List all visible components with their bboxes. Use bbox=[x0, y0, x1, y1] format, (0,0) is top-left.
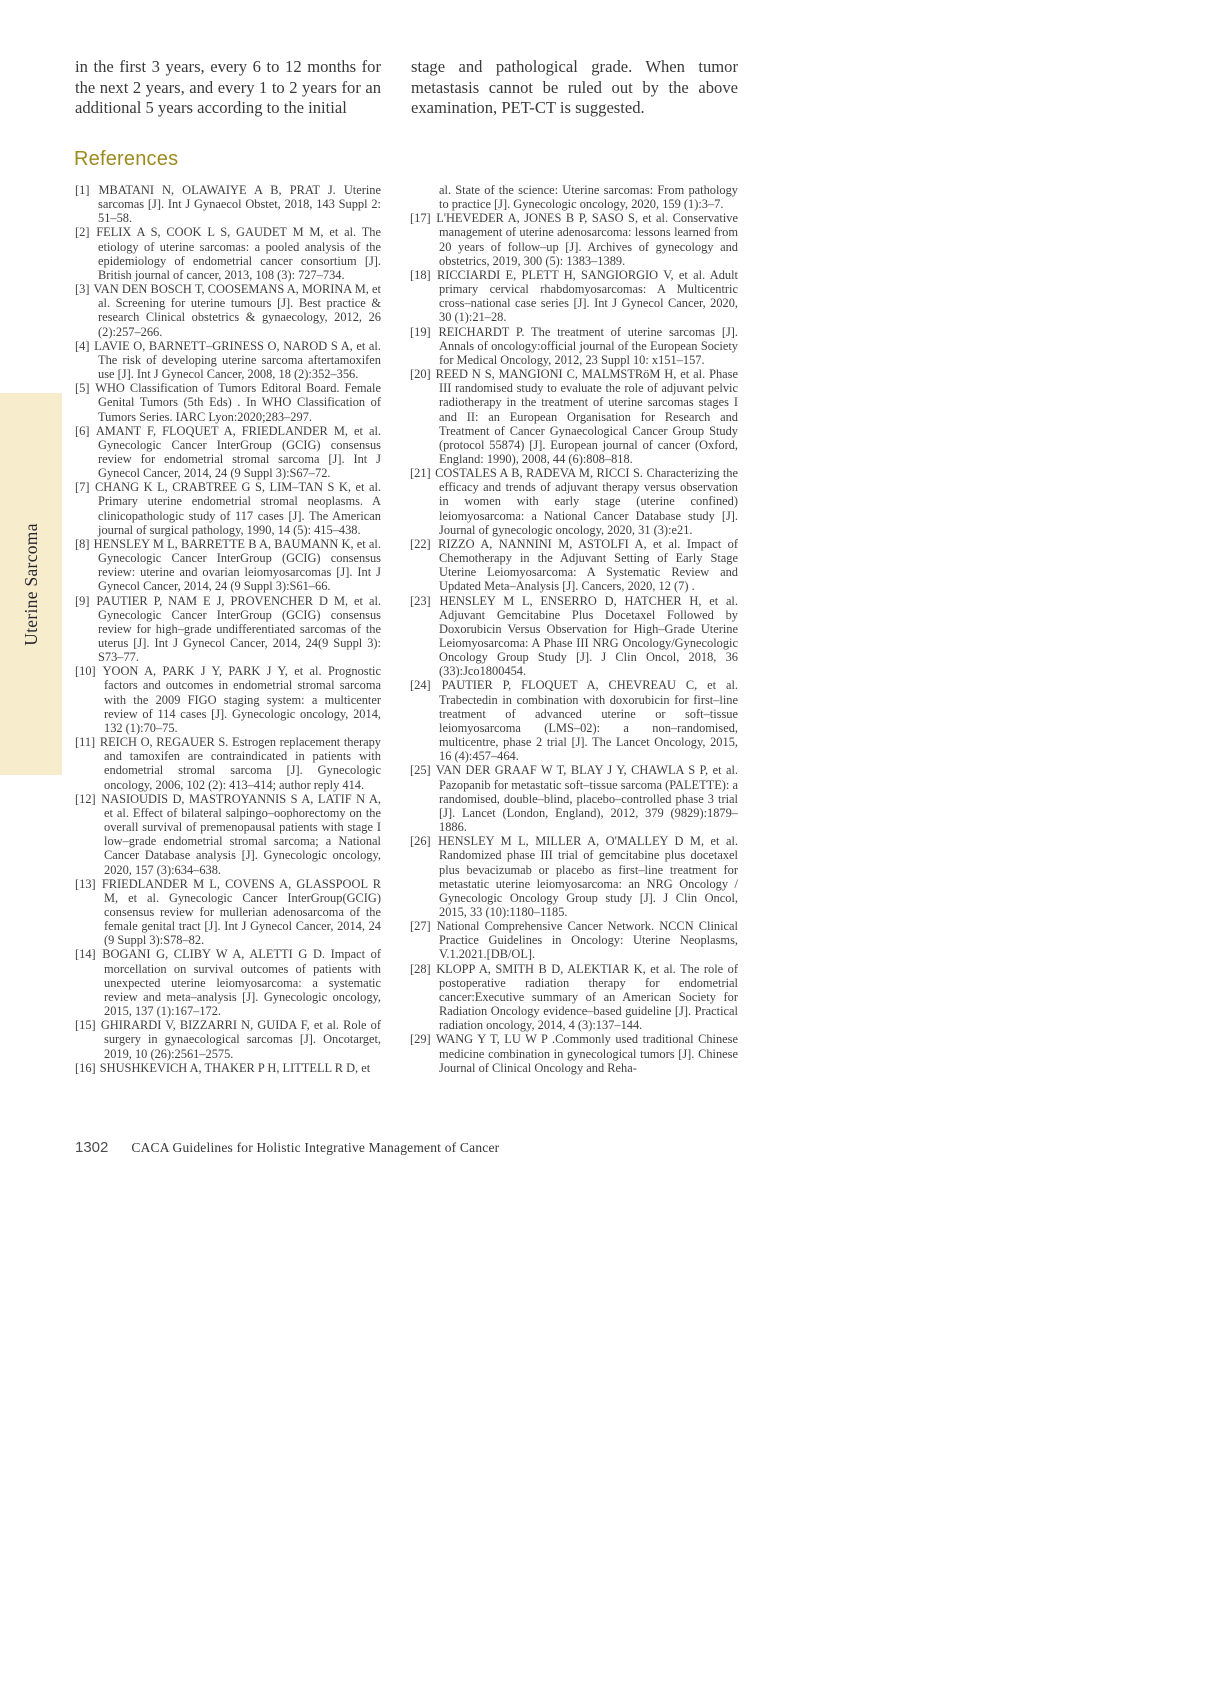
reference-number: [10] bbox=[75, 664, 96, 679]
reference-item bbox=[410, 466, 738, 537]
reference-text: VAN DEN BOSCH T, COOSEMANS A, MORINA M, et al. Screening for uterine tumours [J]. Best practice & research Clinical obstetrics & gynaecology, 2012, 26 (2):257–266. bbox=[93, 282, 381, 339]
page-number: 1302 bbox=[75, 1139, 109, 1156]
reference-text: WANG Y T, LU W P .Commonly used traditional Chinese medicine combination in gynecological tumors [J]. Chinese Journal of Clinical Oncology and Reha- bbox=[435, 1032, 738, 1075]
reference-text: RICCIARDI E, PLETT H, SANGIORGIO V, et al. Adult primary cervical rhabdomyosarcomas: A Multicentric cross–national case series [J]. Int J Gynecol Cancer, 2020, 30 (1):21–28. bbox=[436, 267, 738, 325]
reference-item bbox=[75, 183, 381, 225]
footer-title: CACA Guidelines for Holistic Integrative Management of Cancer bbox=[131, 1140, 500, 1155]
intro-left-paragraph: in the first 3 years, every 6 to 12 months for the next 2 years, and every 1 to 2 years for an additional 5 years according to the initial bbox=[75, 57, 381, 118]
reference-item bbox=[75, 664, 381, 735]
reference-item bbox=[75, 877, 381, 948]
reference-number: [5] bbox=[75, 381, 90, 396]
reference-number: [25] bbox=[410, 763, 431, 778]
reference-number: [1] bbox=[75, 183, 90, 197]
reference-item bbox=[75, 1061, 381, 1075]
reference-item bbox=[75, 424, 381, 481]
reference-number: [15] bbox=[75, 1018, 96, 1033]
reference-number: [28] bbox=[410, 961, 431, 976]
reference-item bbox=[75, 339, 381, 381]
reference-text: PAUTIER P, FLOQUET A, CHEVREAU C, et al. Trabectedin in combination with doxorubicin for first–line treatment of advanced uterine or soft–tissue leiomyosarcoma (LMS–02): a non–randomised, multicentre, phase 2 trial [J]. The Lancet Oncology, 2015, 16 (4):457–464. bbox=[439, 678, 738, 764]
reference-item bbox=[75, 381, 381, 423]
reference-text: HENSLEY M L, ENSERRO D, HATCHER H, et al. Adjuvant Gemcitabine Plus Docetaxel Followed by Doxorubicin Versus Observation for High–Grade Uterine Leiomyosarcoma: A Phase III NRG Oncology/Gynecologic Oncology Group Study [J]. J Clin Oncol, 2018, 36 (33):Jco1800454. bbox=[439, 593, 738, 679]
reference-item bbox=[410, 763, 738, 834]
reference-number: [9] bbox=[75, 593, 90, 608]
reference-number: [26] bbox=[410, 834, 431, 849]
reference-text: CHANG K L, CRABTREE G S, LIM–TAN S K, et al. Primary uterine endometrial stromal neoplasms. A clinicopathologic study of 117 cases [J]. The American journal of surgical pathology, 1990, 14 (5): 415–438. bbox=[95, 480, 381, 537]
references-right-column bbox=[410, 183, 738, 1075]
reference-item bbox=[410, 268, 738, 325]
intro-paragraphs bbox=[75, 57, 738, 119]
reference-item bbox=[75, 1018, 381, 1060]
reference-number: [24] bbox=[410, 678, 431, 693]
reference-text: FRIEDLANDER M L, COVENS A, GLASSPOOL R M, et al. Gynecologic Cancer InterGroup(GCIG) consensus review for mullerian adenosarcoma of the female genital tract [J]. Int J Gynecol Cancer, 2014, 24 (9 Suppl 3):S78–82. bbox=[101, 876, 381, 948]
reference-text: COSTALES A B, RADEVA M, RICCI S. Characterizing the efficacy and trends of adjuvant therapy versus observation in women with early stage (uterine confined) leiomyosarcoma: a National Cancer Database study [J]. Journal of gynecologic oncology, 2020, 31 (3):e21. bbox=[435, 466, 738, 537]
reference-number: [7] bbox=[75, 480, 90, 495]
reference-item bbox=[410, 325, 738, 367]
intro-right-paragraph: stage and pathological grade. When tumor metastasis cannot be ruled out by the above examination, PET-CT is suggested. bbox=[411, 57, 738, 118]
reference-number: [4] bbox=[75, 338, 90, 353]
reference-item bbox=[410, 211, 738, 268]
references-left-column bbox=[75, 183, 381, 1075]
reference-number: [8] bbox=[75, 536, 90, 551]
reference-number: [14] bbox=[75, 947, 96, 962]
reference-text: National Comprehensive Cancer Network. NCCN Clinical Practice Guidelines in Oncology: Uterine Neoplasms, V.1.2021.[DB/OL]. bbox=[436, 919, 738, 962]
reference-number: [13] bbox=[75, 876, 96, 891]
reference-text: RIZZO A, NANNINI M, ASTOLFI A, et al. Impact of Chemotherapy in the Adjuvant Setting of Early Stage Uterine Leiomyosarcoma: A Systematic Review and Updated Meta–Analysis [J]. Cancers, 2020, 12 (7) . bbox=[438, 536, 738, 594]
reference-number: [2] bbox=[75, 225, 90, 240]
chapter-tab bbox=[0, 393, 62, 775]
reference-number: [18] bbox=[410, 267, 431, 282]
reference-item bbox=[410, 919, 738, 961]
reference-item bbox=[410, 834, 738, 919]
reference-item bbox=[410, 1032, 738, 1074]
reference-number: [3] bbox=[75, 282, 90, 297]
reference-number: [19] bbox=[410, 324, 431, 339]
reference-text: PAUTIER P, NAM E J, PROVENCHER D M, et al. Gynecologic Cancer InterGroup (GCIG) consensus review for high–grade undifferentiated sarcomas of the uterus [J]. Int J Gynecol Cancer, 2014, 24(9 Suppl 3): S73–77. bbox=[96, 593, 381, 665]
reference-text: NASIOUDIS D, MASTROYANNIS S A, LATIF N A, et al. Effect of bilateral salpingo–oophorectomy on the overall survival of premenopausal patients with stage I low–grade endometrial stromal sarcoma; a National Cancer Database analysis [J]. Gynecologic oncology, 2020, 157 (3):634–638. bbox=[101, 791, 381, 877]
reference-text: REED N S, MANGIONI C, MALMSTRöM H, et al. Phase III randomised study to evaluate the role of adjuvant pelvic radiotherapy in the treatment of uterine sarcomas stages I and II: an European Organisation for Research and Treatment of Cancer Gynaecological Cancer Group Study (protocol 55874) [J]. European journal of cancer (Oxford, England: 1990), 2008, 44 (6):808–818. bbox=[435, 367, 738, 466]
reference-text: MBATANI N, OLAWAIYE A B, PRAT J. Uterine sarcomas [J]. Int J Gynaecol Obstet, 2018, 143 Suppl 2: 51–58. bbox=[98, 183, 381, 226]
reference-item bbox=[410, 594, 738, 679]
reference-item bbox=[75, 480, 381, 537]
chapter-tab-label: Uterine Sarcoma bbox=[20, 522, 41, 646]
reference-item bbox=[75, 594, 381, 665]
reference-text: AMANT F, FLOQUET A, FRIEDLANDER M, et al. Gynecologic Cancer InterGroup (GCIG) consensus review for endometrial stromal sarcoma [J]. Int J Gynecol Cancer, 2014, 24 (9 Suppl 3):S67–72. bbox=[95, 423, 381, 481]
reference-number: [12] bbox=[75, 791, 96, 806]
reference-number: [20] bbox=[410, 367, 431, 382]
reference-text: LAVIE O, BARNETT–GRINESS O, NAROD S A, et al. The risk of developing uterine sarcoma aftertamoxifen use [J]. Int J Gynecol Cancer, 2008, 18 (2):352–356. bbox=[94, 338, 381, 382]
reference-number: [22] bbox=[410, 536, 431, 551]
reference-item bbox=[75, 282, 381, 339]
reference-text: GHIRARDI V, BIZZARRI N, GUIDA F, et al. Role of surgery in gynaecological sarcomas [J]. Oncotarget, 2019, 10 (26):2561–2575. bbox=[100, 1018, 381, 1061]
reference-number: [17] bbox=[410, 211, 431, 226]
reference-item-continuation bbox=[410, 183, 738, 211]
reference-text: al. State of the science: Uterine sarcomas: From pathology to practice [J]. Gynecologic oncology, 2020, 159 (1):3–7. bbox=[439, 183, 738, 212]
page-footer bbox=[75, 1139, 499, 1156]
reference-number: [11] bbox=[75, 735, 96, 750]
reference-item bbox=[410, 962, 738, 1033]
reference-text: HENSLEY M L, MILLER A, O'MALLEY D M, et al. Randomized phase III trial of gemcitabine plus docetaxel plus bevacizumab or placebo as first–line treatment for metastatic uterine leiomyosarcoma: an NRG Oncology / Gynecologic Oncology Group study [J]. J Clin Oncol, 2015, 33 (10):1180–1185. bbox=[438, 834, 738, 919]
reference-text: L'HEVEDER A, JONES B P, SASO S, et al. Conservative management of uterine adenosarcoma: lessons learned from 20 years of follow–up [J]. Archives of gynecology and obstetrics, 2019, 300 (5): 1383–1389. bbox=[436, 211, 738, 268]
reference-text: REICHARDT P. The treatment of uterine sarcomas [J]. Annals of oncology:official journal of the European Society for Medical Oncology, 2012, 23 Suppl 10: x151–157. bbox=[438, 324, 738, 367]
reference-text: SHUSHKEVICH A, THAKER P H, LITTELL R D, et bbox=[99, 1060, 371, 1075]
reference-text: WHO Classification of Tumors Editoral Board. Female Genital Tumors (5th Eds) . In WHO Classification of Tumors Series. IARC Lyon:2020;283–297. bbox=[95, 381, 381, 424]
reference-number: [29] bbox=[410, 1032, 431, 1047]
reference-text: HENSLEY M L, BARRETTE B A, BAUMANN K, et al. Gynecologic Cancer InterGroup (GCIG) consensus review: uterine and ovarian leiomyosarcomas [J]. Int J Gynecol Cancer, 2014, 24 (9 Suppl 3):S61–66. bbox=[93, 536, 381, 594]
reference-text: VAN DER GRAAF W T, BLAY J Y, CHAWLA S P, et al. Pazopanib for metastatic soft–tissue sarcoma (PALETTE): a randomised, double–blind, placebo–controlled phase 3 trial [J]. Lancet (London, England), 2012, 379 (9829):1879–1886. bbox=[435, 763, 739, 835]
reference-item bbox=[75, 735, 381, 792]
reference-item bbox=[75, 792, 381, 877]
reference-number: [21] bbox=[410, 466, 431, 481]
references-heading: References bbox=[74, 148, 179, 170]
reference-number: [6] bbox=[75, 423, 90, 438]
reference-item bbox=[410, 678, 738, 763]
reference-text: YOON A, PARK J Y, PARK J Y, et al. Prognostic factors and outcomes in endometrial stromal sarcoma with the 2009 FIGO staging system: a multicenter review of 114 cases [J]. Gynecologic oncology, 2014, 132 (1):70–75. bbox=[102, 664, 381, 735]
reference-number: [27] bbox=[410, 919, 431, 934]
reference-item bbox=[410, 367, 738, 466]
reference-text: KLOPP A, SMITH B D, ALEKTIAR K, et al. The role of postoperative radiation therapy for endometrial cancer:Executive summary of an American Society for Radiation Oncology evidence–based guideline [J]. Practical radiation oncology, 2014, 4 (3):137–144. bbox=[436, 961, 738, 1033]
reference-text: FELIX A S, COOK L S, GAUDET M M, et al. The etiology of uterine sarcomas: a pooled analysis of the epidemiology of endometrial cancer consortium [J]. British journal of cancer, 2013, 108 (3): 727–734. bbox=[96, 225, 381, 282]
reference-item bbox=[75, 537, 381, 594]
reference-item bbox=[75, 225, 381, 282]
reference-number: [16] bbox=[75, 1060, 96, 1075]
reference-item bbox=[75, 947, 381, 1018]
reference-number: [23] bbox=[410, 593, 431, 608]
reference-item bbox=[410, 537, 738, 594]
reference-text: BOGANI G, CLIBY W A, ALETTI G D. Impact of morcellation on survival outcomes of patients with unexpected uterine leiomyosarcoma: a systematic review and meta–analysis [J]. Gynecologic oncology, 2015, 137 (1):167–172. bbox=[102, 947, 381, 1019]
reference-text: REICH O, REGAUER S. Estrogen replacement therapy and tamoxifen are contraindicated in patients with endometrial stromal sarcoma [J]. Gynecologic oncology, 2006, 102 (2): 413–414; author reply 414. bbox=[99, 735, 381, 792]
